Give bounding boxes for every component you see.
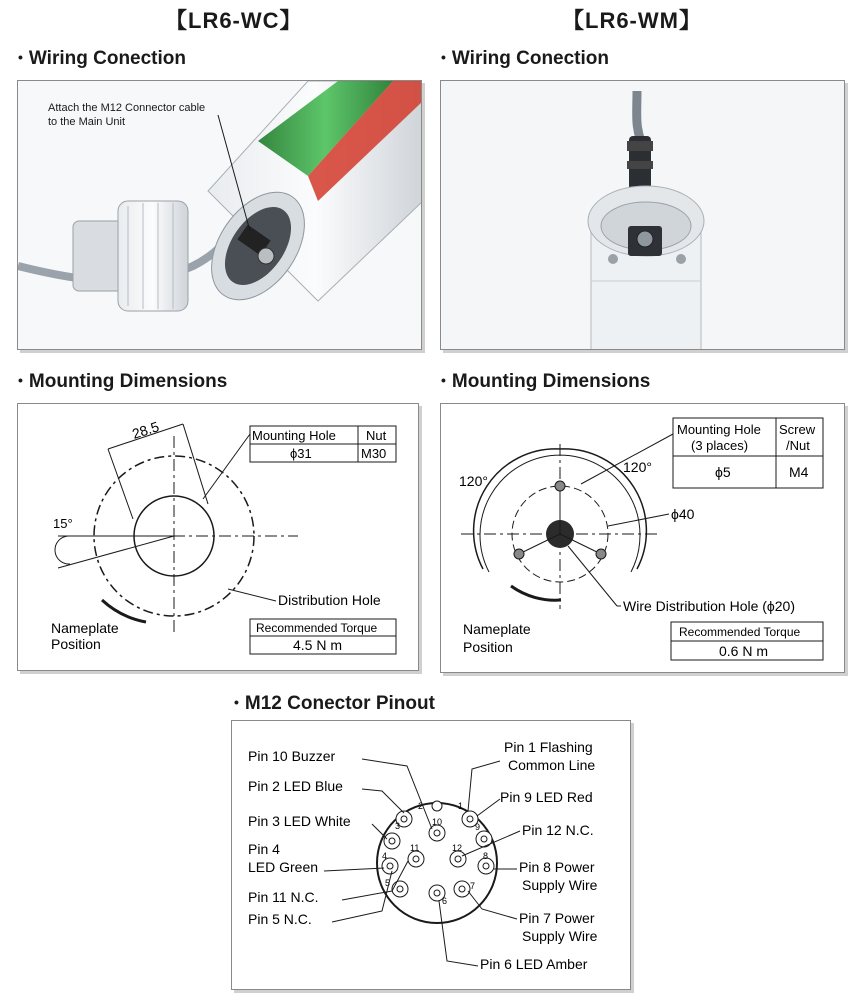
pin3-label: Pin 3 LED White: [248, 813, 351, 829]
pin4-label-line2: LED Green: [248, 859, 319, 875]
table-value-hole: ϕ5: [715, 464, 731, 480]
pin12-label: Pin 12 N.C.: [522, 822, 594, 838]
model-title-wm: 【LR6-WM】: [562, 8, 702, 33]
table-header-screw: Screw: [779, 422, 816, 437]
pin-num-12: 12: [452, 843, 463, 853]
pin-num-5: 5: [385, 878, 391, 888]
wm-wiring-photo: [440, 80, 845, 350]
wc-callout-line2: to the Main Unit: [48, 116, 126, 128]
torque-label: Recommended Torque: [679, 625, 801, 639]
wc-mounting-diagram: [17, 403, 419, 671]
wire-hole-label: Wire Distribution Hole (ϕ20): [623, 598, 795, 614]
pinout-diagram: [231, 720, 631, 990]
nameplate-line1: Nameplate: [51, 620, 119, 636]
table-header-nut: Nut: [366, 428, 387, 443]
pin-num-10: 10: [432, 817, 443, 827]
pin5-label: Pin 5 N.C.: [248, 911, 312, 927]
pin-num-9: 9: [475, 822, 481, 832]
distribution-hole-label: Distribution Hole: [278, 592, 381, 608]
wc-callout-line1: Attach the M12 Connector cable: [48, 102, 206, 114]
table-header-mounting-hole: Mounting Hole: [252, 428, 336, 443]
section-heading-wiring-wm: • Wiring Conection: [441, 48, 609, 69]
pin1-label-line2: Common Line: [508, 757, 596, 773]
wc-mounting-drawing: [18, 404, 420, 672]
section-heading-pinout: • M12 Conector Pinout: [234, 693, 435, 714]
table-value-nut: M30: [361, 446, 387, 461]
nameplate-line2: Position: [463, 639, 513, 655]
table-value-mounting-hole: ϕ31: [290, 446, 312, 461]
pin2-label: Pin 2 LED Blue: [248, 778, 343, 794]
pinout-drawing: [232, 721, 632, 991]
section-heading-mounting-wc: • Mounting Dimensions: [18, 371, 228, 392]
pin6-label: Pin 6 LED Amber: [480, 956, 588, 972]
pin-num-3: 3: [395, 821, 401, 831]
section-heading-mounting-wm: • Mounting Dimensions: [441, 371, 651, 392]
dim-28-5-label: 28.5: [130, 418, 161, 442]
angle-15-label: 15°: [53, 516, 73, 531]
table-header-three-places: (3 places): [691, 438, 749, 453]
pin9-label: Pin 9 LED Red: [500, 789, 593, 805]
wc-torque-box: [250, 619, 396, 654]
pin1-label-line1: Pin 1 Flashing: [504, 739, 593, 755]
nameplate-arc: [102, 600, 146, 622]
wc-spec-table: [250, 426, 396, 462]
wm-photo-illustration: [441, 81, 845, 350]
table-header-mounting-hole: Mounting Hole: [677, 422, 761, 437]
table-value-screw: M4: [789, 464, 809, 480]
bullet-icon: •: [18, 49, 23, 65]
pin7-label-line2: Supply Wire: [522, 928, 598, 944]
wm-mounting-diagram: [440, 403, 845, 673]
section-heading-wiring-wc: • Wiring Conection: [18, 48, 186, 69]
pin-num-11: 11: [410, 843, 420, 853]
bullet-icon: •: [18, 372, 23, 388]
bullet-icon: •: [234, 694, 239, 710]
cable-shape: [637, 91, 641, 141]
angle-left-label: 120°: [459, 473, 488, 489]
mounting-hole-right: [596, 549, 606, 559]
torque-label: Recommended Torque: [256, 621, 378, 635]
torque-value: 0.6 N m: [719, 643, 769, 659]
nameplate-arc: [511, 586, 561, 600]
pin10-label: Pin 10 Buzzer: [248, 748, 336, 764]
wc-photo-illustration: [18, 81, 422, 350]
wm-torque-box: [671, 622, 823, 660]
mounting-hole-left: [514, 549, 524, 559]
pin-num-7: 7: [470, 881, 476, 891]
wm-mounting-drawing: [441, 404, 846, 674]
nameplate-line2: Position: [51, 636, 101, 652]
pin4-label-line1: Pin 4: [248, 841, 280, 857]
pin8-label-line1: Pin 8 Power: [519, 859, 595, 875]
bullet-icon: •: [441, 49, 446, 65]
wc-wiring-photo: [17, 80, 422, 350]
tower-body: [588, 186, 704, 350]
pin8-label-line2: Supply Wire: [522, 877, 598, 893]
model-title-wc: 【LR6-WC】: [165, 8, 303, 33]
pin7-label-line1: Pin 7 Power: [519, 910, 595, 926]
nameplate-line1: Nameplate: [463, 621, 531, 637]
pin-num-2: 2: [418, 801, 424, 811]
table-header-nut: /Nut: [786, 438, 810, 453]
wm-spec-table: [673, 418, 823, 488]
pin-num-1: 1: [458, 801, 464, 811]
pin-num-8: 8: [483, 851, 489, 861]
mounting-hole-top: [555, 481, 565, 491]
pin11-label: Pin 11 N.C.: [248, 889, 319, 905]
torque-value: 4.5 N m: [293, 637, 343, 653]
bullet-icon: •: [441, 372, 446, 388]
pin-num-4: 4: [382, 851, 388, 861]
angle-right-label: 120°: [623, 459, 652, 475]
phi40-label: ϕ40: [671, 506, 695, 522]
angle-line: [58, 536, 174, 568]
pin-num-6: 6: [442, 896, 448, 906]
